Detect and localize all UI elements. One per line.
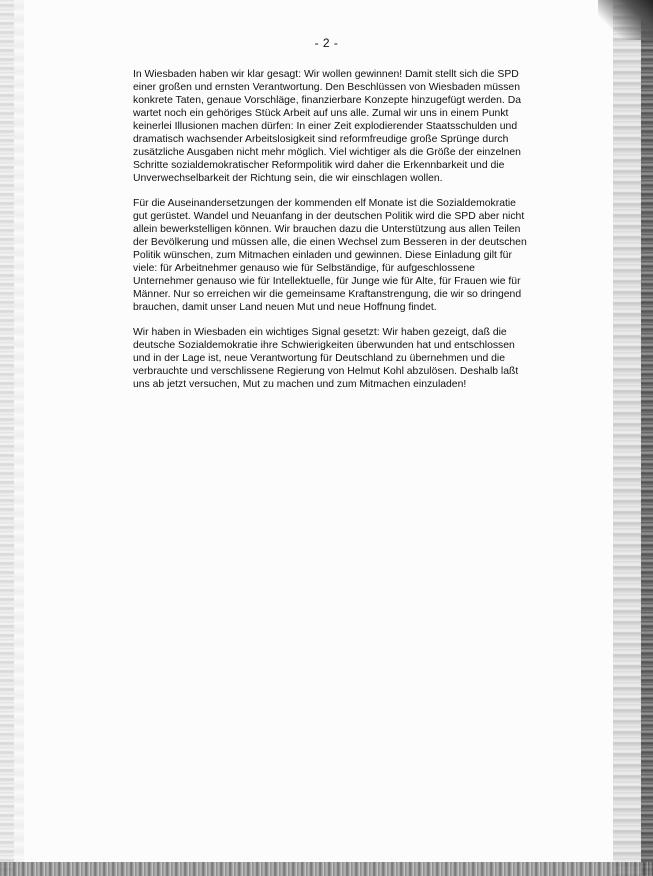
text-line: dramatisch wachsender Arbeitslosigkeit sind reformfreudige große Sprünge durch <box>133 134 509 145</box>
text-line: wartet noch ein gehöriges Stück Arbeit auf uns alle. Zumal wir uns in einem Punkt <box>133 108 509 119</box>
text-line: Männer. Nur so erreichen wir die gemeinsame Kraftanstrengung, die wir so dringend <box>133 289 522 300</box>
scan-edge-left-inner <box>14 0 24 876</box>
text-line: brauchen, damit unser Land neuen Mut und neue Hoffnung findet. <box>133 302 437 313</box>
text-line: keinerlei Illusionen machen dürfen: In einer Zeit explodierender Staatsschulden und <box>133 121 518 132</box>
text-line: verbrauchte und verschlissene Regierung von Helmut Kohl abzulösen. Deshalb laßt <box>133 366 519 377</box>
text-line: Unternehmer genauso wie für Intellektuelle, für Junge wie für Alte, für Frauen wie für <box>133 276 521 287</box>
text-line: uns ab jetzt versuchen, Mut zu machen und zum Mitmachen einzuladen! <box>133 379 467 390</box>
text-line: Für die Auseinandersetzungen der kommenden elf Monate ist die Sozialdemokratie <box>133 198 516 209</box>
scan-corner-top-right <box>598 0 653 40</box>
text-line: der Bevölkerung und müssen alle, die einen Wechsel zum Besseren in der deutschen <box>133 237 527 248</box>
text-line: Schritte sozialdemokratischer Reformpolitik wird daher die Erkennbarkeit und die <box>133 160 505 171</box>
paragraph <box>133 68 565 185</box>
text-line: Wir haben in Wiesbaden ein wichtiges Signal gesetzt: Wir haben gezeigt, daß die <box>133 327 507 338</box>
text-line: zusätzliche Ausgaben nicht mehr möglich. Viel wichtiger als die Größe der einzelnen <box>133 147 521 158</box>
body-text <box>133 68 565 403</box>
scan-edge-left <box>0 0 14 876</box>
text-line: allein bewerkstelligen können. Wir brauchen dazu die Unterstützung aus allen Teilen <box>133 224 521 235</box>
page-number: - 2 - <box>314 36 339 50</box>
text-line: gut gerüstet. Wandel und Neuanfang in der deutschen Politik wird die SPD aber nicht <box>133 211 525 222</box>
text-line: Politik wünschen, zum Mitmachen einladen und gewinnen. Diese Einladung gilt für <box>133 250 512 261</box>
scan-edge-right-dark <box>641 0 653 876</box>
text-line: konkrete Taten, genaue Vorschläge, finanzierbare Konzepte hinzugefügt werden. Da <box>133 95 521 106</box>
text-line: viele: für Arbeitnehmer genauso wie für Selbständige, für aufgeschlossene <box>133 263 475 274</box>
text-line: deutsche Sozialdemokratie ihre Schwierigkeiten überwunden hat und entschlossen <box>133 340 515 351</box>
text-line: und in der Lage ist, neue Verantwortung für Deutschland zu übernehmen und die <box>133 353 506 364</box>
paragraph <box>133 197 565 314</box>
paragraph <box>133 326 565 391</box>
text-line: Unverwechselbarkeit der Richtung sein, die wir einschlagen wollen. <box>133 173 443 184</box>
text-line: In Wiesbaden haben wir klar gesagt: Wir wollen gewinnen! Damit stellt sich die SPD <box>133 69 519 80</box>
scan-edge-bottom <box>0 862 653 876</box>
text-line: einer großen und ernsten Verantwortung. Den Beschlüssen von Wiesbaden müssen <box>133 82 520 93</box>
